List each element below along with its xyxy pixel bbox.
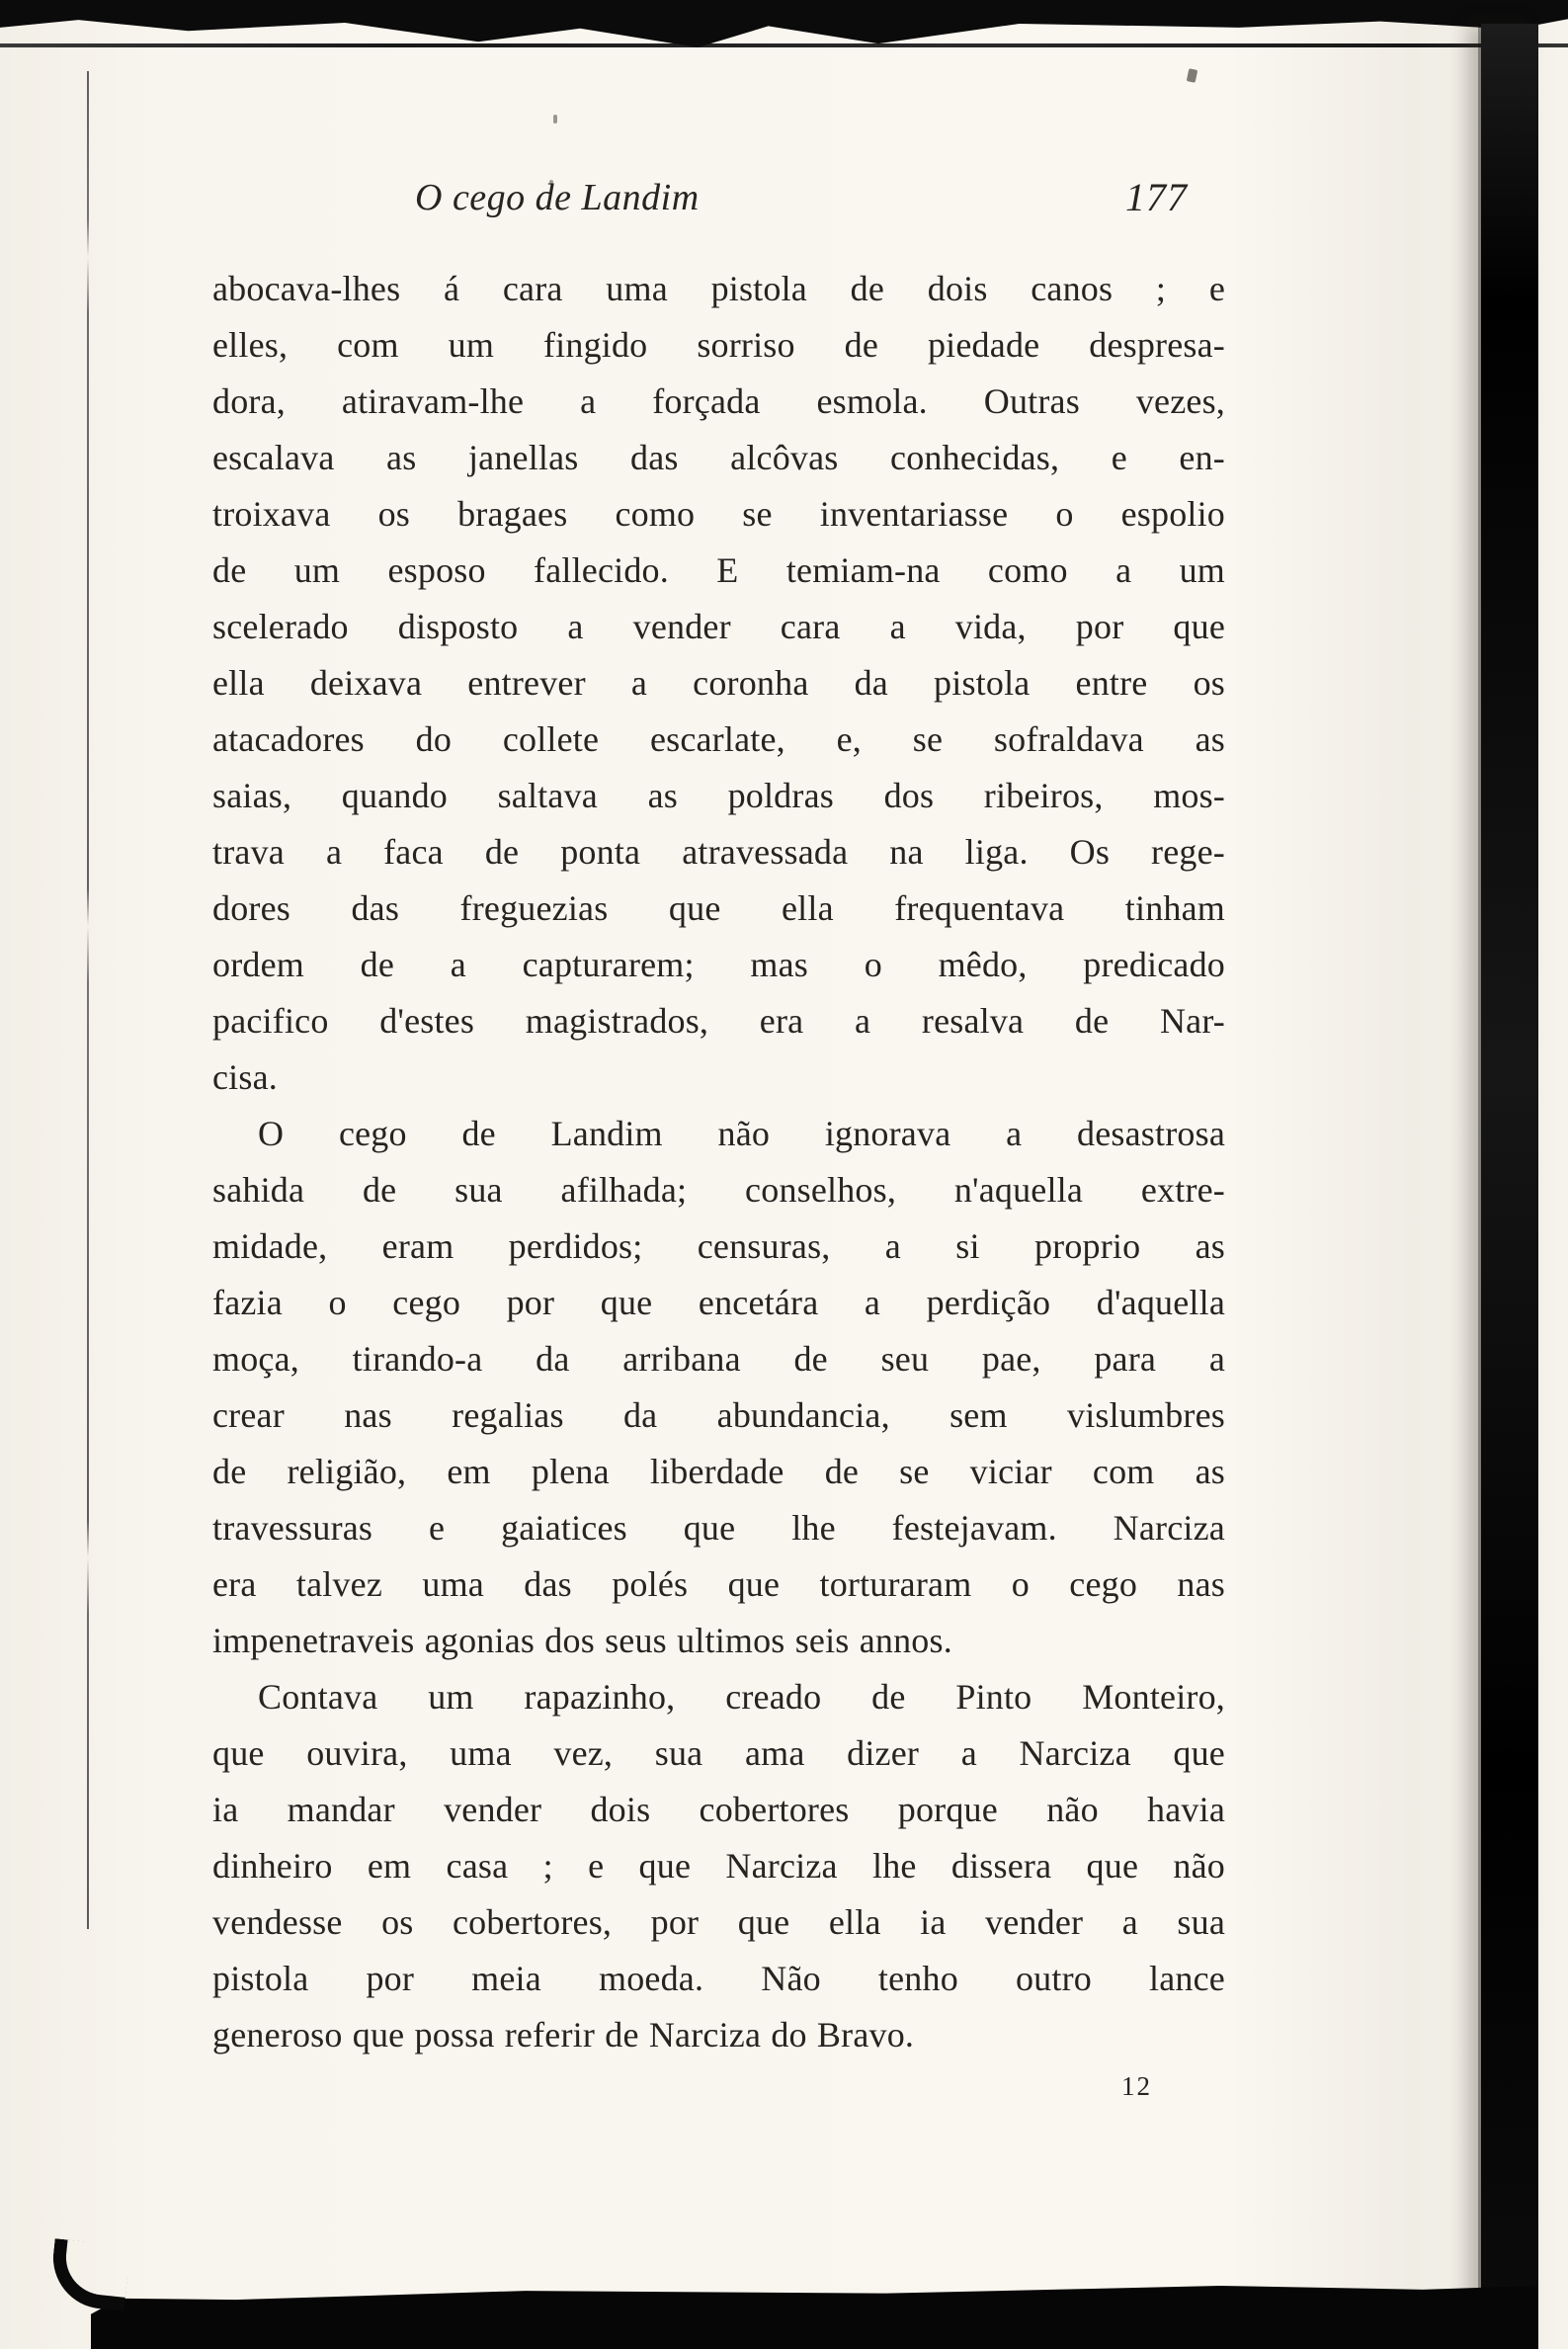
text-line: midade, eram perdidos; censuras, a si proprio as [212, 1226, 1225, 1266]
text-line: pacifico d'estes magistrados, era a resalva de Nar- [212, 1001, 1225, 1041]
text-line: ordem de a capturarem; mas o mêdo, predicado [212, 945, 1225, 984]
scan-artifact-right-edge [1481, 24, 1538, 2349]
text-line: dora, atiravam-lhe a forçada esmola. Outras vezes, [212, 381, 1225, 421]
text-line: elles, com um fingido sorriso de piedade despresa- [212, 325, 1225, 365]
text-line: travessuras e gaiatices que lhe festejavam. Narciza [212, 1508, 1225, 1548]
text-line: crear nas regalias da abundancia, sem vislumbres [212, 1395, 1225, 1435]
text-line: ella deixava entrever a coronha da pistola entre os [212, 663, 1225, 703]
text-line: cisa. [212, 1057, 278, 1097]
scan-artifact-top-line [0, 43, 1568, 47]
scan-speck [1187, 68, 1198, 83]
running-title: O cego de Landim [415, 177, 700, 218]
paragraph [212, 1106, 1225, 1669]
paragraph [212, 1669, 1225, 2063]
text-line: ia mandar vender dois cobertores porque não havia [212, 1790, 1225, 1829]
scan-speck [553, 115, 557, 124]
text-line: impenetraveis agonias dos seus ultimos seis annos. [212, 1621, 952, 1660]
text-line: moça, tirando-a da arribana de seu pae, para a [212, 1339, 1225, 1379]
scan-artifact-left-page-edge [87, 71, 89, 1929]
text-line: vendesse os cobertores, por que ella ia vender a sua [212, 1902, 1225, 1942]
text-line: generoso que possa referir de Narciza do Bravo. [212, 2015, 915, 2055]
text-line: fazia o cego por que encetára a perdição d'aquella [212, 1283, 1225, 1322]
page-content [212, 176, 1225, 2102]
text-line: troixava os bragaes como se inventariasse o espolio [212, 494, 1225, 534]
text-line: de um esposo fallecido. E temiam-na como a um [212, 550, 1225, 590]
text-line: atacadores do collete escarlate, e, se sofraldava as [212, 719, 1225, 759]
text-line: scelerado disposto a vender cara a vida, por que [212, 607, 1225, 646]
text-line: abocava-lhes á cara uma pistola de dois canos ; e [212, 269, 1225, 308]
text-line: pistola por meia moeda. Não tenho outro lance [212, 1959, 1225, 1998]
text-line: dinheiro em casa ; e que Narciza lhe dissera que não [212, 1846, 1225, 1886]
text-block [212, 261, 1225, 2063]
scan-artifact-top-bar [0, 0, 1568, 47]
scan-artifact-bottom-bar [91, 2286, 1538, 2349]
text-line: saias, quando saltava as poldras dos ribeiros, mos- [212, 776, 1225, 815]
text-line: trava a faca de ponta atravessada na liga. Os rege- [212, 832, 1225, 872]
text-line: dores das freguezias que ella frequentava tinham [212, 888, 1225, 928]
scan-artifact-bottom-curl [48, 2238, 130, 2311]
text-line: era talvez uma das polés que torturaram o cego nas [212, 1564, 1225, 1604]
text-line: O cego de Landim não ignorava a desastrosa [258, 1114, 1225, 1153]
text-line: sahida de sua afilhada; conselhos, n'aquella extre- [212, 1170, 1225, 1210]
text-line: de religião, em plena liberdade de se viciar com as [212, 1452, 1225, 1491]
signature-mark: 12 [1121, 2071, 1152, 2101]
text-line: Contava um rapazinho, creado de Pinto Monteiro, [258, 1677, 1225, 1717]
page-number: 177 [1125, 175, 1188, 219]
page-header [212, 176, 1225, 247]
text-line: escalava as janellas das alcôvas conhecidas, e en- [212, 438, 1225, 477]
paragraph [212, 261, 1225, 1106]
text-line: que ouvira, uma vez, sua ama dizer a Narciza que [212, 1733, 1225, 1773]
